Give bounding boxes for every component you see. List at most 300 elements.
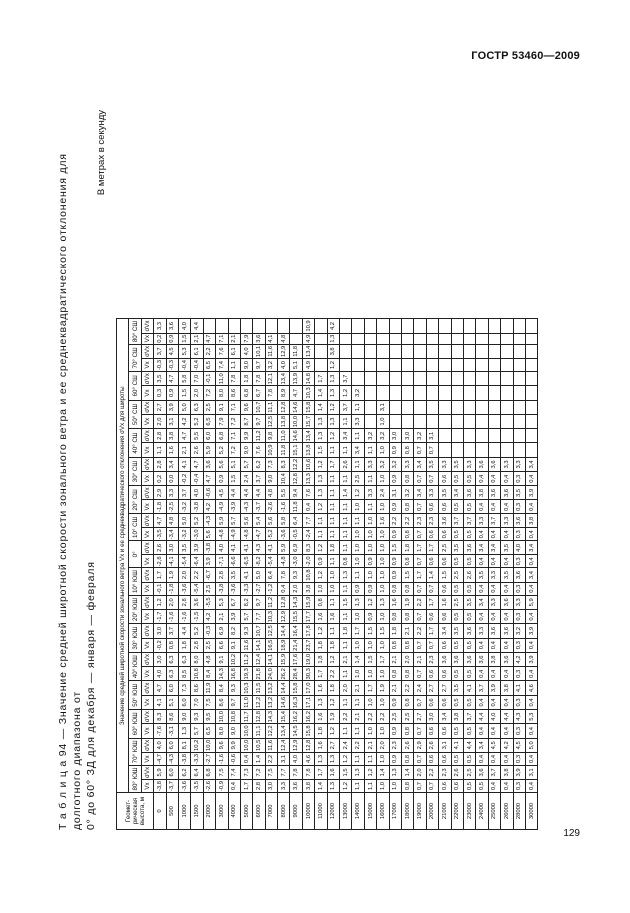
value-cell: 13,2 [265, 695, 277, 709]
value-cell: 4,0 [488, 710, 500, 724]
value-cell: 1,3 [327, 752, 339, 765]
value-cell: 4,4 [240, 486, 252, 500]
value-cell: -2,0 [302, 555, 314, 568]
value-cell: 3,2 [414, 429, 426, 443]
value-cell: 3,9 [525, 486, 537, 500]
value-cell: 5,1 [228, 457, 240, 471]
value-cell [463, 344, 475, 358]
value-cell: 2,1 [352, 681, 364, 695]
value-cell: -5,4 [191, 582, 203, 595]
value-cell: 4,6 [302, 752, 314, 765]
value-cell: 13,2 [265, 681, 277, 695]
value-cell: 2,2 [401, 514, 413, 528]
value-cell: -3,2 [178, 528, 190, 541]
value-cell: 2,5 [203, 400, 215, 414]
value-cell: 8,5 [178, 667, 190, 681]
value-cell: 1,7 [327, 457, 339, 471]
value-cell: 3,7 [178, 486, 190, 500]
value-cell: 3,8 [302, 780, 314, 793]
value-cell: 6,3 [178, 652, 190, 666]
value-cell: 10,0 [203, 738, 215, 752]
value-cell: 1,1 [340, 500, 352, 514]
value-cell: 0,4 [278, 582, 290, 595]
value-cell: 0,3 [513, 667, 525, 681]
value-cell: 2,5 [463, 765, 475, 779]
value-cell: 0,3 [513, 582, 525, 595]
value-cell: 3,5 [228, 568, 240, 582]
value-cell: 0,5 [463, 609, 475, 623]
value-cell [352, 372, 364, 386]
value-cell [463, 400, 475, 414]
table-row [191, 319, 203, 830]
value-cell: 3,8 [525, 514, 537, 528]
value-cell: 3,7 [154, 344, 166, 358]
value-cell: 0,4 [525, 500, 537, 514]
value-cell: 6,0 [166, 738, 178, 752]
value-cell: 6,3 [191, 400, 203, 414]
value-cell: 3,9 [203, 555, 215, 568]
altitude-cell: 11000 [315, 793, 327, 830]
table-row [488, 319, 500, 830]
value-cell: 0,4 [525, 555, 537, 568]
value-cell: 12,8 [278, 400, 290, 414]
value-cell: 2,0 [191, 386, 203, 400]
value-cell: 2,2 [389, 514, 401, 528]
page-number: 129 [563, 828, 580, 839]
table-row [253, 319, 265, 830]
value-cell: -1,2 [265, 582, 277, 595]
value-cell: 2,2 [265, 752, 277, 765]
value-cell: 7,2 [228, 414, 240, 428]
value-cell: 1,1 [340, 514, 352, 528]
value-cell [451, 372, 463, 386]
value-cell [513, 400, 525, 414]
value-cell: 3,4 [488, 541, 500, 555]
value-cell: 4,1 [240, 541, 252, 555]
value-cell: 4,4 [463, 738, 475, 752]
value-cell: 10,3 [265, 609, 277, 623]
value-cell: -7,6 [154, 724, 166, 738]
value-cell: 1,1 [340, 443, 352, 457]
value-cell: 1,8 [315, 652, 327, 666]
value-cell: 13,4 [278, 372, 290, 386]
altitude-cell: 5000 [240, 793, 252, 830]
value-cell: 0,6 [439, 609, 451, 623]
value-cell: 1,1 [327, 514, 339, 528]
value-cell: 5,5 [278, 486, 290, 500]
latitude-header: 70° СШ [129, 344, 141, 371]
value-cell: 0,6 [439, 667, 451, 681]
value-cell: 2,1 [389, 681, 401, 695]
value-cell: 1,1 [315, 528, 327, 541]
value-cell: 1,3 [327, 333, 339, 344]
value-cell: 3,7 [340, 372, 352, 386]
caption-line-1: Т а б л и ц а 94 — Значение средней широтной скорости зонального ветра и ее среднеквадратического отклонения для долготного диапазона от [57, 153, 83, 830]
value-cell: -2,6 [265, 500, 277, 514]
value-cell: 5,6 [203, 528, 215, 541]
value-cell [451, 386, 463, 400]
value-cell: 4,2 [178, 414, 190, 428]
value-cell [389, 333, 401, 344]
value-cell: 1,0 [364, 695, 376, 709]
value-cell [364, 372, 376, 386]
value-cell: 3,9 [525, 624, 537, 638]
value-cell: 4,3 [513, 710, 525, 724]
value-cell: 7,8 [302, 765, 314, 779]
altitude-cell: 26000 [501, 793, 513, 830]
value-cell: 8,0 [216, 724, 228, 738]
value-cell: 1,6 [315, 710, 327, 724]
value-cell [414, 344, 426, 358]
value-cell: 13,9 [290, 372, 302, 386]
value-cell: 1,5 [178, 333, 190, 344]
value-cell [513, 414, 525, 428]
value-cell: 3,3 [476, 514, 488, 528]
value-cell: 0,7 [414, 443, 426, 457]
value-cell: 3,7 [253, 472, 265, 486]
value-cell: 9,7 [253, 359, 265, 372]
value-cell [525, 443, 537, 457]
value-cell: 10,2 [228, 652, 240, 666]
value-cell: 1,7 [377, 652, 389, 666]
value-cell: 5,9 [154, 765, 166, 779]
altitude-cell: 28000 [513, 793, 525, 830]
value-cell: 8,3 [154, 710, 166, 724]
value-cell: 0,9 [389, 724, 401, 738]
value-cell: 5,9 [525, 595, 537, 609]
value-cell: 4,5 [488, 738, 500, 752]
value-cell: 11,9 [203, 681, 215, 695]
value-cell [377, 372, 389, 386]
value-cell: 9,6 [240, 400, 252, 414]
value-cell: 3,3 [501, 514, 513, 528]
value-cell [451, 414, 463, 428]
value-cell [426, 344, 438, 358]
value-cell: -0,1 [203, 372, 215, 386]
value-cell [513, 386, 525, 400]
altitude-cell: 17000 [389, 793, 401, 830]
value-cell: 2,2 [327, 667, 339, 681]
value-cell: -4,8 [240, 528, 252, 541]
value-cell: 16,4 [290, 624, 302, 638]
altitude-cell: 19000 [414, 793, 426, 830]
value-cell: 1,2 [315, 541, 327, 555]
value-cell: 3,1 [166, 414, 178, 428]
value-cell: 4,0 [240, 344, 252, 358]
value-cell: 1,5 [178, 386, 190, 400]
value-cell [501, 319, 513, 333]
value-cell: 3,1 [278, 752, 290, 765]
value-cell [463, 443, 475, 457]
value-cell: 1,5 [228, 472, 240, 486]
value-cell: 1,0 [377, 695, 389, 709]
value-cell: 0,5 [463, 472, 475, 486]
value-cell: 6,3 [166, 652, 178, 666]
value-cell: 0,4 [525, 582, 537, 595]
value-cell: 1,5 [364, 624, 376, 638]
wind-table [116, 318, 538, 830]
value-cell: 3,6 [476, 652, 488, 666]
value-cell: -2,4 [302, 528, 314, 541]
value-cell: 11,6 [265, 344, 277, 358]
value-cell: -1,7 [154, 609, 166, 623]
value-cell: 0,7 [426, 780, 438, 793]
value-cell: 11,6 [265, 738, 277, 752]
value-cell: 7,8 [253, 372, 265, 386]
value-cell: 1,1 [364, 500, 376, 514]
value-cell: 1,1 [327, 595, 339, 609]
value-cell: 9,9 [228, 738, 240, 752]
table-row [401, 319, 413, 830]
vx-subheader: Vx [141, 555, 153, 568]
value-cell: 7,0 [191, 372, 203, 386]
value-cell: 9,1 [228, 638, 240, 652]
table-row [290, 319, 302, 830]
value-cell: 1,8 [401, 541, 413, 555]
value-cell: 19,3 [240, 667, 252, 681]
value-cell: 2,3 [389, 738, 401, 752]
value-cell: 11,2 [265, 595, 277, 609]
value-cell: 8,1 [178, 738, 190, 752]
value-cell: 8,7 [240, 414, 252, 428]
value-cell: 1,9 [401, 595, 413, 609]
value-cell: 7,8 [278, 568, 290, 582]
value-cell: 7,3 [240, 765, 252, 779]
value-cell: 1,1 [340, 541, 352, 555]
value-cell: 2,9 [414, 738, 426, 752]
value-cell: 1,9 [377, 681, 389, 695]
vx-subheader: Vx [141, 386, 153, 400]
value-cell: 7,7 [253, 609, 265, 623]
value-cell: 10,1 [253, 344, 265, 358]
value-cell: 1,4 [315, 400, 327, 414]
value-cell: -1,6 [216, 752, 228, 765]
value-cell: 6,0 [203, 429, 215, 443]
value-cell [414, 372, 426, 386]
value-cell: 0,0 [166, 472, 178, 486]
value-cell: 1,6 [315, 681, 327, 695]
value-cell: 3,6 [501, 624, 513, 638]
value-cell: 0,4 [501, 752, 513, 765]
value-cell: 24,0 [265, 667, 277, 681]
value-cell: 0,9 [166, 333, 178, 344]
value-cell: 3,9 [488, 681, 500, 695]
value-cell: 1,0 [364, 667, 376, 681]
value-cell [513, 359, 525, 372]
value-cell [439, 344, 451, 358]
rotated-table-area [56, 70, 576, 830]
value-cell: 1,8 [340, 624, 352, 638]
value-cell: 2,5 [203, 582, 215, 595]
value-cell: 0,9 [389, 555, 401, 568]
value-cell: 3,2 [377, 457, 389, 471]
value-cell: 1,0 [364, 638, 376, 652]
altitude-cell: 20000 [426, 793, 438, 830]
units-note: В метрах в секунду [96, 110, 107, 196]
value-cell: 5,7 [191, 724, 203, 738]
value-cell: 2,6 [401, 738, 413, 752]
value-cell: 8,6 [216, 695, 228, 709]
value-cell: 0,8 [401, 695, 413, 709]
value-cell [488, 443, 500, 457]
table-row [216, 319, 228, 830]
value-cell: 2,1 [401, 624, 413, 638]
value-cell: 4,8 [265, 486, 277, 500]
value-cell: 6,4 [290, 514, 302, 528]
value-cell: 3,5 [451, 541, 463, 555]
value-cell: 1,6 [377, 514, 389, 528]
value-cell: 2,2 [414, 595, 426, 609]
value-cell: 19,0 [302, 652, 314, 666]
value-cell: -3,4 [166, 528, 178, 541]
value-cell: 0,4 [525, 638, 537, 652]
altitude-cell: 0 [154, 793, 166, 830]
value-cell: 11,1 [265, 400, 277, 414]
value-cell: 3,3 [476, 624, 488, 638]
value-cell: 0,9 [364, 555, 376, 568]
value-cell: 1,1 [364, 780, 376, 793]
value-cell: 3,3 [463, 457, 475, 471]
value-cell: 1,3 [315, 695, 327, 709]
value-cell: 3,4 [414, 486, 426, 500]
value-cell: 10,5 [253, 738, 265, 752]
table-row [315, 319, 327, 830]
value-cell [352, 344, 364, 358]
vx-subheader: Vx [141, 752, 153, 765]
value-cell [340, 344, 352, 358]
value-cell: 0,7 [426, 443, 438, 457]
value-cell: -3,7 [253, 500, 265, 514]
value-cell: 3,5 [451, 457, 463, 471]
value-cell: 4,1 [228, 541, 240, 555]
value-cell: 2,1 [191, 333, 203, 344]
value-cell: 1,0 [327, 582, 339, 595]
value-cell: 9,3 [240, 624, 252, 638]
value-cell: 10,0 [240, 724, 252, 738]
value-cell: 1,1 [340, 472, 352, 486]
vx-subheader: Vx [141, 724, 153, 738]
value-cell: 0,4 [488, 724, 500, 738]
value-cell: 1,7 [315, 372, 327, 386]
value-cell [401, 344, 413, 358]
value-cell [501, 333, 513, 344]
value-cell [401, 319, 413, 333]
value-cell [463, 319, 475, 333]
value-cell: 11,5 [253, 681, 265, 695]
value-cell: 3,8 [451, 710, 463, 724]
latitude-header: 70° ЮШ [129, 738, 141, 765]
value-cell: 0,6 [439, 555, 451, 568]
value-cell: 2,5 [451, 595, 463, 609]
value-cell: 2,0 [414, 765, 426, 779]
value-cell: 3,8 [166, 429, 178, 443]
value-cell: 1,2 [327, 652, 339, 666]
value-cell: 26,2 [278, 667, 290, 681]
value-cell: 0,4 [476, 638, 488, 652]
value-cell: 4,3 [253, 541, 265, 555]
value-cell: 0,4 [488, 528, 500, 541]
value-cell [364, 400, 376, 414]
value-cell: 0,8 [401, 752, 413, 765]
value-cell: 12,2 [253, 695, 265, 709]
value-cell: 17,8 [302, 624, 314, 638]
value-cell: 1,3 [315, 472, 327, 486]
value-cell [315, 359, 327, 372]
value-cell: 4,2 [203, 609, 215, 623]
value-cell [439, 333, 451, 344]
value-cell: 2,8 [191, 638, 203, 652]
value-cell: 14,6 [278, 695, 290, 709]
sigma-subheader: σVx [141, 652, 153, 666]
value-cell: 0,5 [463, 695, 475, 709]
altitude-cell: 1000 [178, 793, 190, 830]
value-cell: 3,6 [488, 624, 500, 638]
value-cell: 0,6 [439, 638, 451, 652]
value-cell: 10,7 [253, 624, 265, 638]
value-cell: 1,3 [377, 595, 389, 609]
table-row [389, 319, 401, 830]
sigma-subheader: σVx [141, 344, 153, 358]
value-cell: 1,1 [327, 486, 339, 500]
value-cell: 2,0 [290, 582, 302, 595]
value-cell [488, 400, 500, 414]
vx-subheader: Vx [141, 582, 153, 595]
value-cell: 1,7 [352, 624, 364, 638]
value-cell [439, 429, 451, 443]
value-cell: 1,0 [352, 500, 364, 514]
value-cell [513, 372, 525, 386]
value-cell: -2,8 [154, 555, 166, 568]
value-cell: 1,0 [364, 541, 376, 555]
value-cell [389, 400, 401, 414]
value-cell: -1,5 [191, 609, 203, 623]
value-cell [216, 319, 228, 333]
value-cell: 1,0 [352, 609, 364, 623]
value-cell: 7,9 [216, 414, 228, 428]
value-cell: 4,7 [290, 386, 302, 400]
value-cell [414, 414, 426, 428]
value-cell [401, 333, 413, 344]
value-cell: 11,0 [216, 372, 228, 386]
value-cell: 1,0 [377, 667, 389, 681]
value-cell: 0,5 [451, 582, 463, 595]
value-cell: 5,7 [240, 609, 252, 623]
value-cell: 0,4 [501, 528, 513, 541]
value-cell: 3,3 [501, 457, 513, 471]
value-cell [463, 386, 475, 400]
value-cell: 1,6 [315, 738, 327, 752]
value-cell [525, 333, 537, 344]
value-cell: 0,4 [302, 500, 314, 514]
value-cell: 0,4 [501, 667, 513, 681]
value-cell: 3,6 [513, 568, 525, 582]
value-cell: -3,2 [178, 500, 190, 514]
value-cell: 1,3 [352, 595, 364, 609]
table-row [166, 319, 178, 830]
value-cell: 4,7 [203, 472, 215, 486]
value-cell: 2,6 [340, 457, 352, 471]
value-cell [389, 372, 401, 386]
value-cell: -4,8 [216, 528, 228, 541]
value-cell: 1,2 [340, 780, 352, 793]
value-cell: 0,6 [426, 667, 438, 681]
value-cell: 0,4 [476, 695, 488, 709]
value-cell: 11,2 [240, 652, 252, 666]
value-cell: 0,4 [476, 724, 488, 738]
value-cell: 5,5 [191, 429, 203, 443]
latitude-header: 80° ЮШ [129, 765, 141, 792]
value-cell: 7,5 [216, 765, 228, 779]
